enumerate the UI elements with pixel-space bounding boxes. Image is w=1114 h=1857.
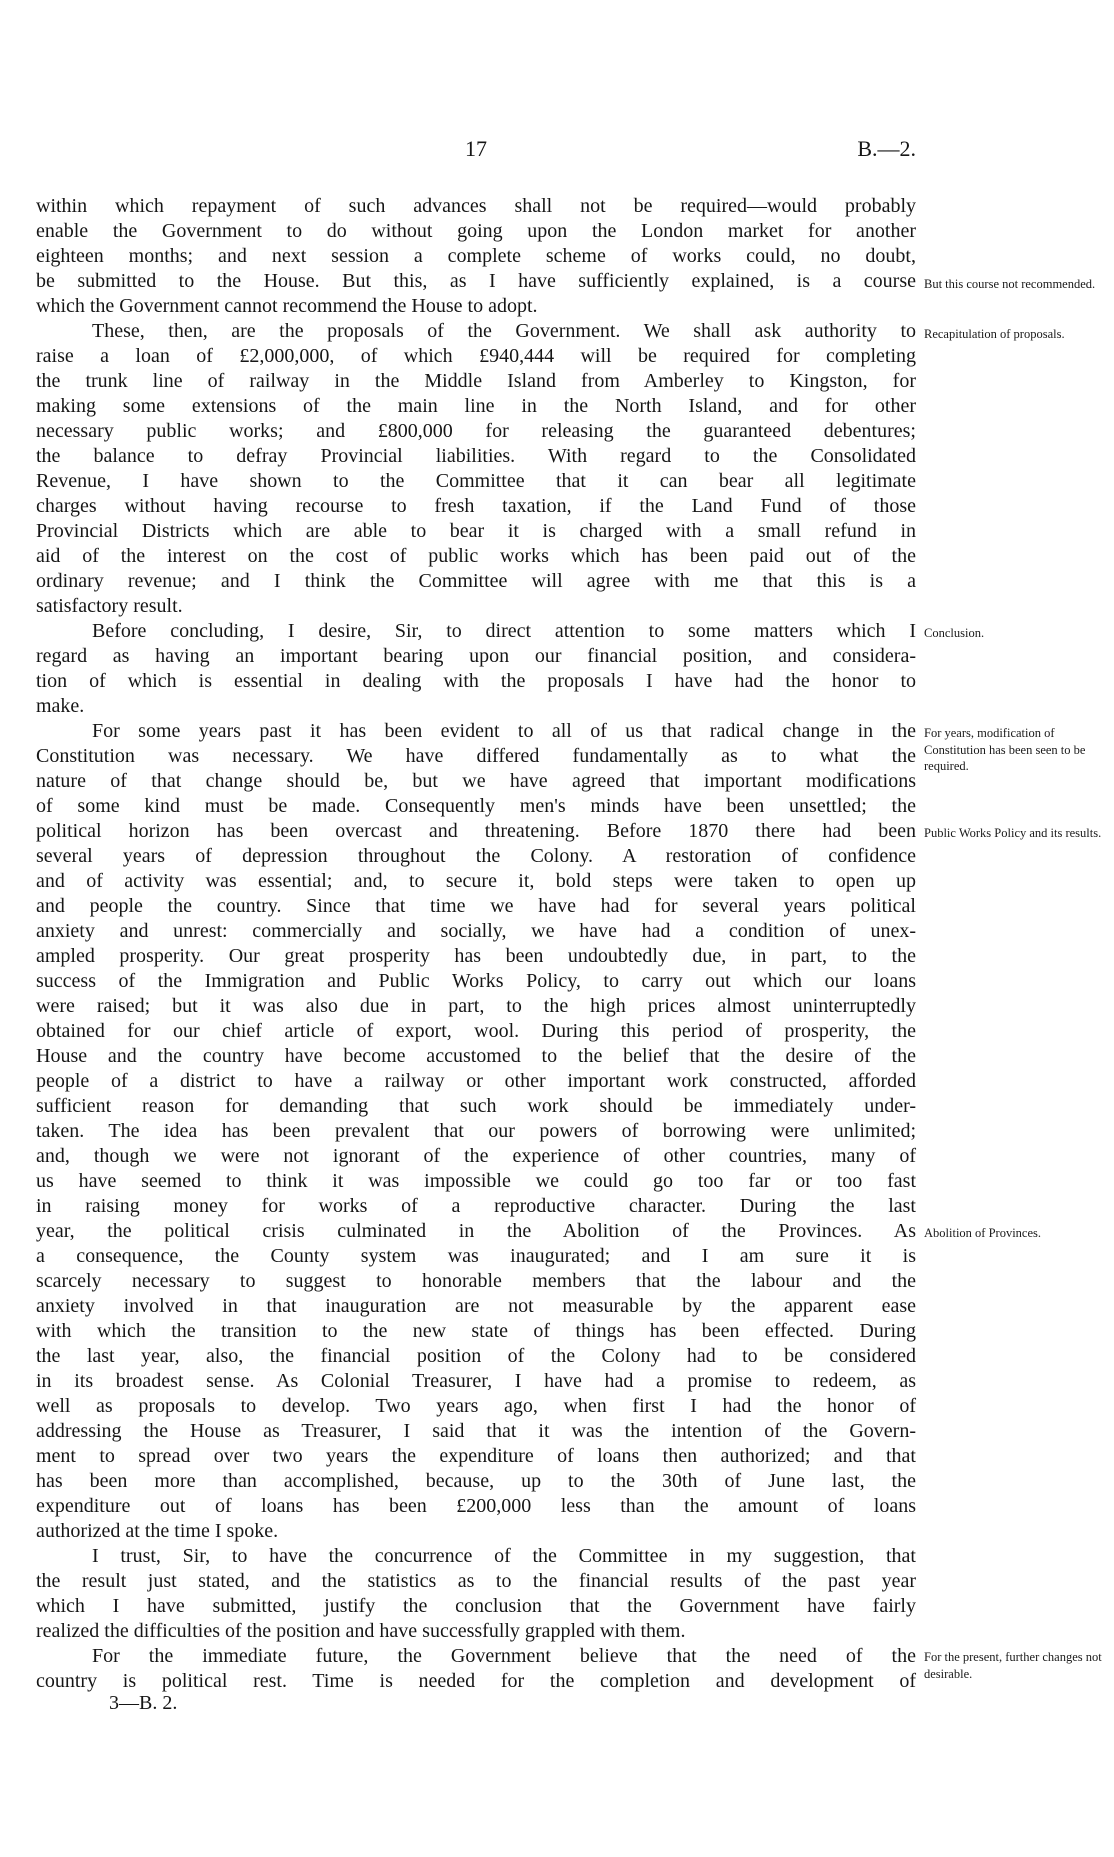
text-line: scarcely necessary to suggest to honorable members that the labour and the [36, 1270, 916, 1292]
text-line: eighteen months; and next session a complete scheme of works could, no doubt, [36, 245, 916, 267]
text-line: political horizon has been overcast and threatening. Before 1870 there had been [36, 820, 916, 842]
text-line: within which repayment of such advances shall not be required—would probably [36, 195, 916, 217]
margin-note-further-changes: For the present, further changes not desirable. [924, 1650, 1102, 1681]
text-line: ampled prosperity. Our great prosperity has been undoubtedly due, in part, to the [36, 945, 916, 967]
text-line: the trunk line of railway in the Middle Island from Amberley to Kingston, for [36, 370, 916, 392]
text-line: a consequence, the County system was inaugurated; and I am sure it is [36, 1245, 916, 1267]
text-line: make. [36, 695, 85, 717]
text-line: and of activity was essential; and, to secure it, bold steps were taken to open up [36, 870, 916, 892]
paragraph [36, 619, 916, 719]
text-line: ordinary revenue; and I think the Committee will agree with me that this is a [36, 570, 916, 592]
text-line: which the Government cannot recommend the House to adopt. [36, 295, 538, 317]
text-line: House and the country have become accustomed to the belief that the desire of the [36, 1045, 916, 1067]
paragraph [36, 1644, 916, 1694]
paragraph [36, 194, 916, 319]
text-line: These, then, are the proposals of the Government. We shall ask authority to [92, 320, 916, 342]
text-line: of some kind must be made. Consequently men's minds have been unsettled; the [36, 795, 916, 817]
text-line: be submitted to the House. But this, as I have sufficiently explained, is a course [36, 270, 916, 292]
text-line: Constitution was necessary. We have differed fundamentally as to what the [36, 745, 916, 767]
paragraph [36, 1544, 916, 1644]
text-line: the balance to defray Provincial liabilities. With regard to the Consolidated [36, 445, 916, 467]
text-line: and, though we were not ignorant of the experience of other countries, many of [36, 1145, 916, 1167]
text-line: raise a loan of £2,000,000, of which £940,444 will be required for completing [36, 345, 916, 367]
text-line: the result just stated, and the statistics as to the financial results of the past year [36, 1570, 916, 1592]
text-line: I trust, Sir, to have the concurrence of the Committee in my suggestion, that [92, 1545, 916, 1567]
text-line: with which the transition to the new state of things has been effected. During [36, 1320, 916, 1342]
text-line: anxiety involved in that inauguration are not measurable by the apparent ease [36, 1295, 916, 1317]
margin-note-public-works-policy: Public Works Policy and its results. [924, 826, 1102, 840]
text-line: nature of that change should be, but we have agreed that important modifications [36, 770, 916, 792]
text-line: were raised; but it was also due in part, to the high prices almost uninterruptedly [36, 995, 916, 1017]
text-line: charges without having recourse to fresh taxation, if the Land Fund of those [36, 495, 916, 517]
text-line: expenditure out of loans has been £200,000 less than the amount of loans [36, 1495, 916, 1517]
text-line: several years of depression throughout the Colony. A restoration of confidence [36, 845, 916, 867]
text-line: necessary public works; and £800,000 for releasing the guaranteed debentures; [36, 420, 916, 442]
document-reference: B.—2. [857, 136, 916, 161]
page-header [36, 136, 916, 166]
paragraph [36, 719, 916, 1544]
text-line: well as proposals to develop. Two years ago, when first I had the honor of [36, 1395, 916, 1417]
text-line: enable the Government to do without going upon the London market for another [36, 220, 916, 242]
text-line: regard as having an important bearing upon our financial position, and considera- [36, 645, 916, 667]
text-line: For some years past it has been evident to all of us that radical change in the [92, 720, 916, 742]
margin-note-course-not-recommended: But this course not recommended. [924, 277, 1096, 291]
text-line: Revenue, I have shown to the Committee that it can bear all legitimate [36, 470, 916, 492]
paragraph [36, 319, 916, 619]
margin-note-recapitulation: Recapitulation of proposals. [924, 327, 1065, 341]
text-line: For the immediate future, the Government believe that the need of the [92, 1645, 916, 1667]
text-line: and people the country. Since that time we have had for several years political [36, 895, 916, 917]
text-line: Before concluding, I desire, Sir, to direct attention to some matters which I [92, 620, 916, 642]
text-line: year, the political crisis culminated in the Abolition of the Provinces. As [36, 1220, 916, 1242]
text-line: country is political rest. Time is needed for the completion and development of [36, 1670, 916, 1692]
text-line: in its broadest sense. As Colonial Treasurer, I have had a promise to redeem, as [36, 1370, 916, 1392]
margin-note-conclusion: Conclusion. [924, 626, 985, 640]
text-line: the last year, also, the financial position of the Colony had to be considered [36, 1345, 916, 1367]
text-line: Provincial Districts which are able to bear it is charged with a small refund in [36, 520, 916, 542]
text-line: addressing the House as Treasurer, I said that it was the intention of the Govern- [36, 1420, 916, 1442]
text-line: making some extensions of the main line in the North Island, and for other [36, 395, 916, 417]
margin-note-constitution-modification: For years, modification of Constitution has been seen to be required. [924, 726, 1086, 773]
margin-note-abolition-of-provinces: Abolition of Provinces. [924, 1226, 1042, 1240]
text-line: realized the difficulties of the position and have successfully grappled with them. [36, 1620, 686, 1642]
text-line: success of the Immigration and Public Works Policy, to carry out which our loans [36, 970, 916, 992]
page-footer-imprint: 3—B. 2. [109, 1692, 178, 1714]
text-line: authorized at the time I spoke. [36, 1520, 279, 1542]
body-text [36, 194, 916, 1694]
text-line: in raising money for works of a reproductive character. During the last [36, 1195, 916, 1217]
text-line: aid of the interest on the cost of public works which has been paid out of the [36, 545, 916, 567]
text-line: anxiety and unrest: commercially and socially, we have had a condition of unex- [36, 920, 916, 942]
text-line: ment to spread over two years the expenditure of loans then authorized; and that [36, 1445, 916, 1467]
page-number: 17 [465, 136, 487, 161]
text-line: satisfactory result. [36, 595, 183, 617]
text-line: us have seemed to think it was impossible we could go too far or too fast [36, 1170, 916, 1192]
text-line: people of a district to have a railway or other important work constructed, afforded [36, 1070, 916, 1092]
text-line: tion of which is essential in dealing with the proposals I have had the honor to [36, 670, 916, 692]
text-line: taken. The idea has been prevalent that our powers of borrowing were unlimited; [36, 1120, 916, 1142]
text-line: obtained for our chief article of export, wool. During this period of prosperity, the [36, 1020, 916, 1042]
text-line: sufficient reason for demanding that such work should be immediately under- [36, 1095, 916, 1117]
text-line: which I have submitted, justify the conclusion that the Government have fairly [36, 1595, 916, 1617]
text-line: has been more than accomplished, because, up to the 30th of June last, the [36, 1470, 916, 1492]
